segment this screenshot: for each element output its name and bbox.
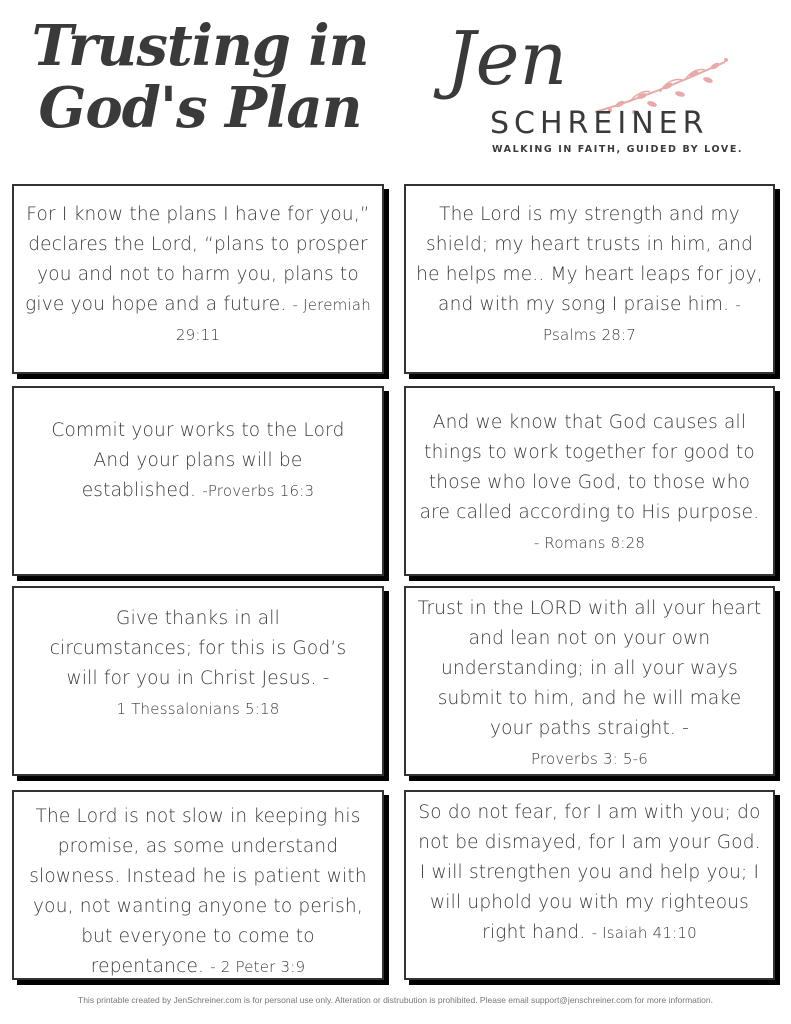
verse-card-proverbs-16 — [12, 386, 384, 576]
title-line-2: God's Plan — [38, 75, 362, 141]
brand-tagline: WALKING IN FAITH, GUIDED BY LOVE. — [492, 144, 744, 155]
verse-reference: Proverbs 3: 5-6 — [530, 750, 649, 768]
verse-content — [24, 802, 372, 982]
verse-text: The Lord is not slow in keeping his promise, as some understand slowness. Instead he is patient with you, not wanting anyone to perish, but everyone to come to repentance. — [29, 806, 367, 977]
verse-text: Trust in the LORD with all your heart and lean not on your own understanding; in all your ways submit to him, and he will make your paths straight. - — [417, 598, 762, 739]
verse-card-thessalonians — [12, 586, 384, 776]
verse-content — [416, 798, 763, 948]
verse-reference: - Psalms 28:7 — [542, 296, 741, 344]
verse-card-proverbs-3 — [404, 586, 775, 776]
verse-card-isaiah — [404, 790, 775, 980]
brand-script: Jen — [446, 16, 568, 102]
verse-reference: -Proverbs 16:3 — [202, 482, 315, 500]
verse-card-jeremiah — [12, 184, 384, 374]
verse-content — [24, 416, 372, 506]
verse-card-romans — [404, 386, 775, 576]
verse-content — [24, 604, 372, 724]
verse-text: So do not fear, for I am with you; do not be dismayed, for I am your God. I will strengthen you and help you; I will uphold you with my righteous right hand. — [418, 802, 761, 943]
verse-text: Commit your works to the Lord And your plans will be established. — [51, 420, 345, 501]
verse-card-peter — [12, 790, 384, 980]
verse-reference: - 2 Peter 3:9 — [210, 958, 306, 976]
verse-reference: 1 Thessalonians 5:18 — [116, 700, 280, 718]
brand-name: SCHREINER — [490, 106, 709, 141]
verse-content — [416, 408, 763, 558]
verse-text: Give thanks in all circumstances; for this is God’s will for you in Christ Jesus. - — [49, 608, 347, 689]
verse-text: For I know the plans I have for you,” declares the Lord, “plans to prosper you and not to harm you, plans to give you hope and a future. — [25, 204, 370, 315]
page-title — [30, 13, 370, 141]
title-line-1: Trusting in — [31, 13, 369, 79]
verse-content — [416, 200, 763, 350]
verse-reference: - Romans 8:28 — [533, 534, 646, 552]
verse-card-psalms — [404, 184, 775, 374]
verse-text: The Lord is my strength and my shield; my heart trusts in him, and he helps me.. My heart leaps for joy, and with my song I praise him. — [416, 204, 763, 315]
verse-content — [24, 200, 372, 350]
verse-reference: - Jeremiah 29:11 — [175, 296, 371, 344]
verse-content — [416, 594, 763, 774]
verse-reference: - Isaiah 41:10 — [591, 924, 697, 942]
verse-text: And we know that God causes all things to work together for good to those who love God, to those who are called according to His purpose. — [419, 412, 760, 523]
brand-logo — [440, 16, 760, 162]
footer-disclaimer: This printable created by JenSchreiner.com is for personal use only. Alteration or distrubution is prohibited. Please email support@jenschreiner.com for more information. — [78, 995, 713, 1005]
